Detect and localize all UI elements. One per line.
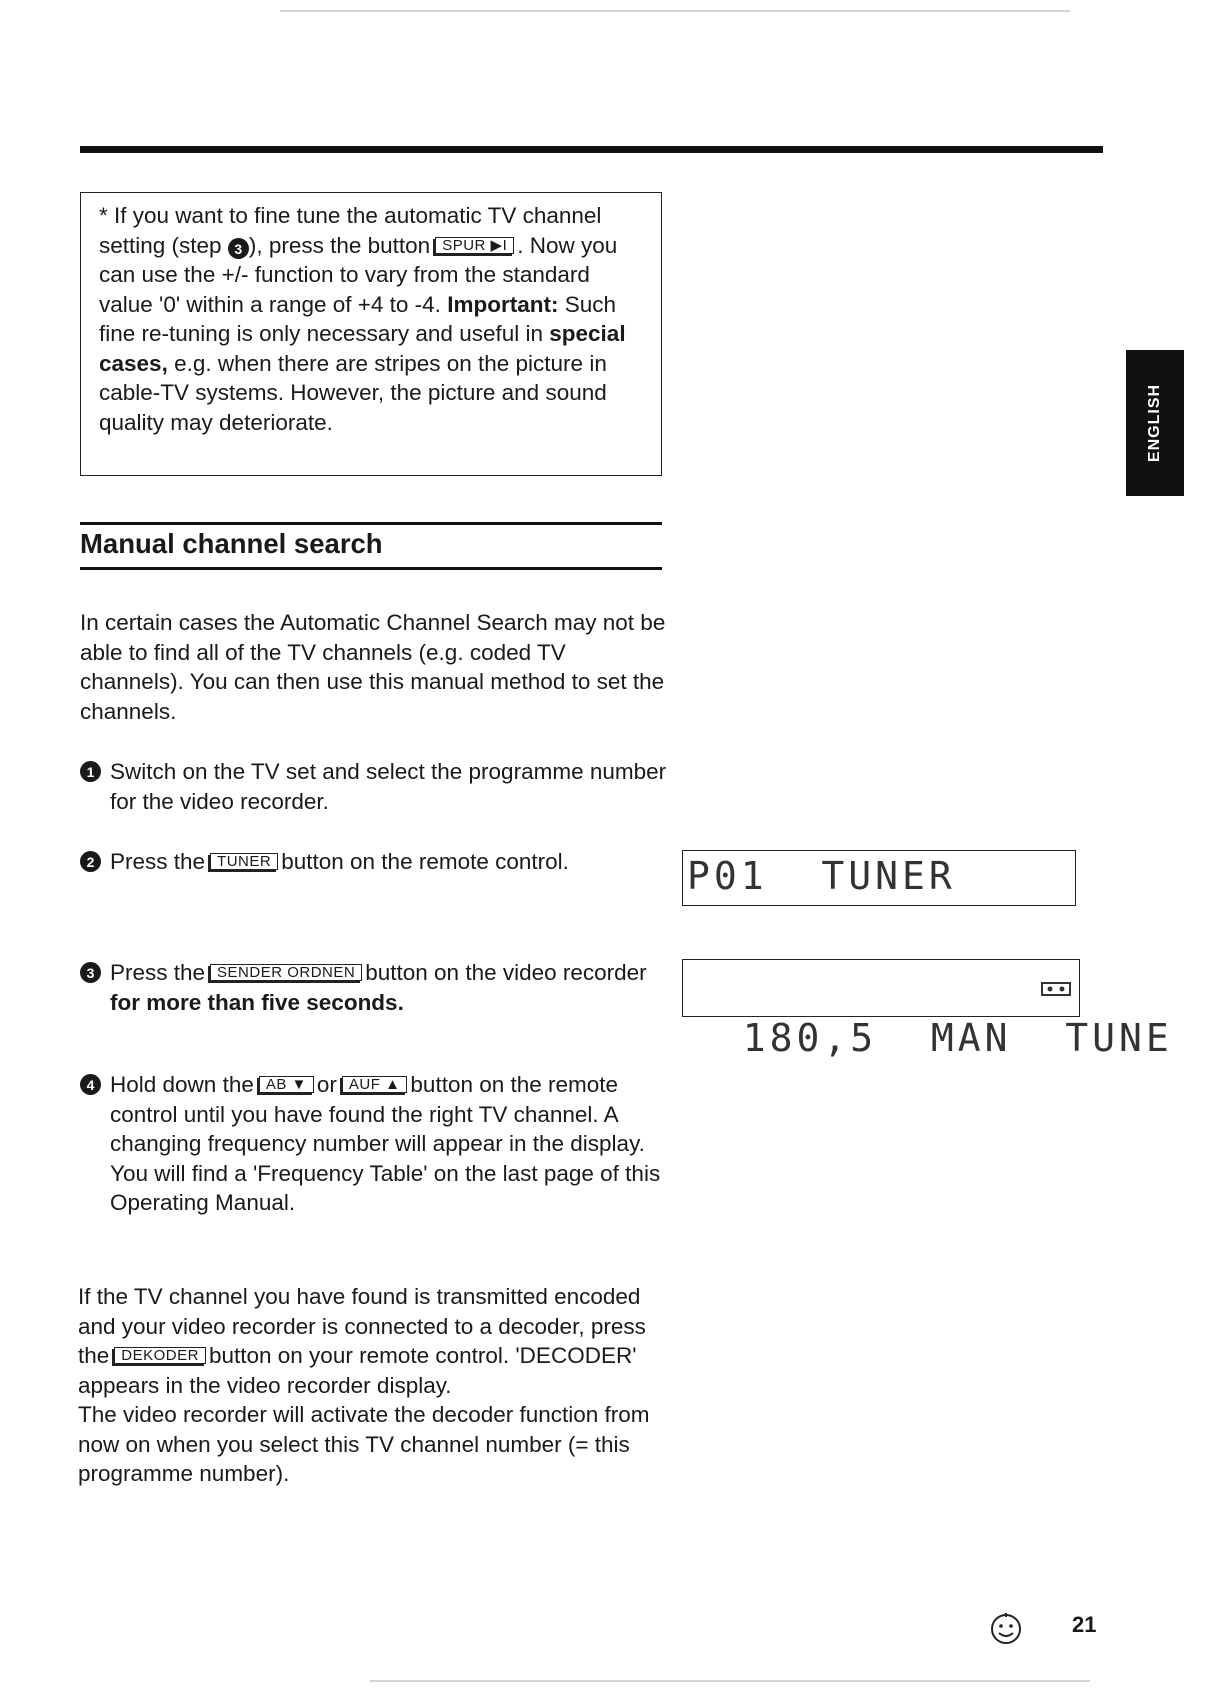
special-cases-label: special cases, (99, 321, 626, 376)
auf-button-label: AUF ▲ (342, 1076, 408, 1093)
cassette-icon (1041, 980, 1071, 998)
step-1-text: Switch on the TV set and select the programme number for the video recorder. (110, 759, 667, 814)
important-label: Important: (447, 291, 559, 317)
tuner-button-label: TUNER (210, 853, 278, 870)
step-2-text (80, 847, 670, 877)
ab-button-label: AB ▼ (259, 1076, 314, 1093)
step-1 (80, 757, 670, 816)
page-number: 21 (1072, 1612, 1097, 1637)
lcd-display-text: 180,5 MAN TUNE (742, 1016, 1173, 1060)
lcd-display-tuner: P01 TUNER (682, 850, 1076, 906)
scan-mark-bottom (370, 1680, 1090, 1682)
note-text: e.g. when there are stripes on the picture in cable-TV systems. However, the picture and sound quality may deteriorate. (99, 350, 607, 435)
scan-mark-top (280, 10, 1070, 12)
note-paragraph (99, 201, 645, 437)
step-4-text (80, 1070, 670, 1218)
decoder-paragraph (78, 1282, 658, 1489)
step-2 (80, 847, 670, 877)
step-number-2: 2 (80, 851, 101, 872)
decoder-text: button on your remote control. 'DECODER' appears in the video recorder display. (78, 1343, 637, 1398)
step-text: Press the (110, 960, 206, 985)
step-emphasis: for more than five seconds. (110, 989, 404, 1015)
fine-tune-note (80, 192, 662, 476)
section-rule-bottom (80, 567, 662, 570)
step-4 (80, 1070, 670, 1218)
section-rule-top (80, 522, 662, 525)
sender-ordnen-button-label: SENDER ORDNEN (210, 964, 362, 981)
step-text: button on the remote control until you have found the right TV channel. A changing frequency number will appear in the display. (110, 1072, 645, 1156)
lcd-display-man-tune (682, 959, 1173, 1060)
step-number-3: 3 (80, 962, 101, 983)
intro-paragraph: In certain cases the Automatic Channel Search may not be able to find all of the TV channels (e.g. coded TV channels). You can then use this manual method to set the channels. (80, 610, 666, 724)
step-number-1: 1 (80, 761, 101, 782)
step-number-4: 4 (80, 1074, 101, 1095)
smiley-icon (988, 1611, 1024, 1647)
language-tab (1126, 350, 1184, 496)
section-title: Manual channel search (80, 528, 383, 559)
note-text: * If you want to fine tune the automatic TV channel setting (step (99, 203, 602, 258)
note-text: . Now you can use the +/- function to vary from the standard value '0' within a range of +4 to -4. (99, 232, 618, 317)
note-text: Such fine re-tuning is only necessary and useful in (99, 291, 616, 346)
step-text: or (316, 1072, 337, 1097)
decoder-text: If the TV channel you have found is transmitted encoded and your video recorder is connected to a decoder, press the (78, 1284, 646, 1368)
step-ref-badge: 3 (228, 238, 249, 259)
step-text: Hold down the (110, 1072, 254, 1097)
step-4-extra: You will find a 'Frequency Table' on the last page of this Operating Manual. (110, 1160, 661, 1215)
step-3-text (80, 958, 670, 1017)
note-text: ), press the button (248, 232, 431, 258)
dekoder-button-label: DEKODER (114, 1347, 206, 1364)
decoder-paragraph-2: The video recorder will activate the decoder function from now on when you select this TV channel number (= this programme number). (78, 1402, 650, 1486)
language-tab-label: ENGLISH (1146, 383, 1163, 463)
spur-button-label: SPUR ▶I (435, 237, 514, 254)
step-text: button on the remote control. (281, 849, 569, 874)
step-text: Press the (110, 849, 206, 874)
step-text: button on the video recorder (365, 960, 647, 985)
header-rule (80, 146, 1103, 153)
step-3 (80, 958, 670, 1017)
